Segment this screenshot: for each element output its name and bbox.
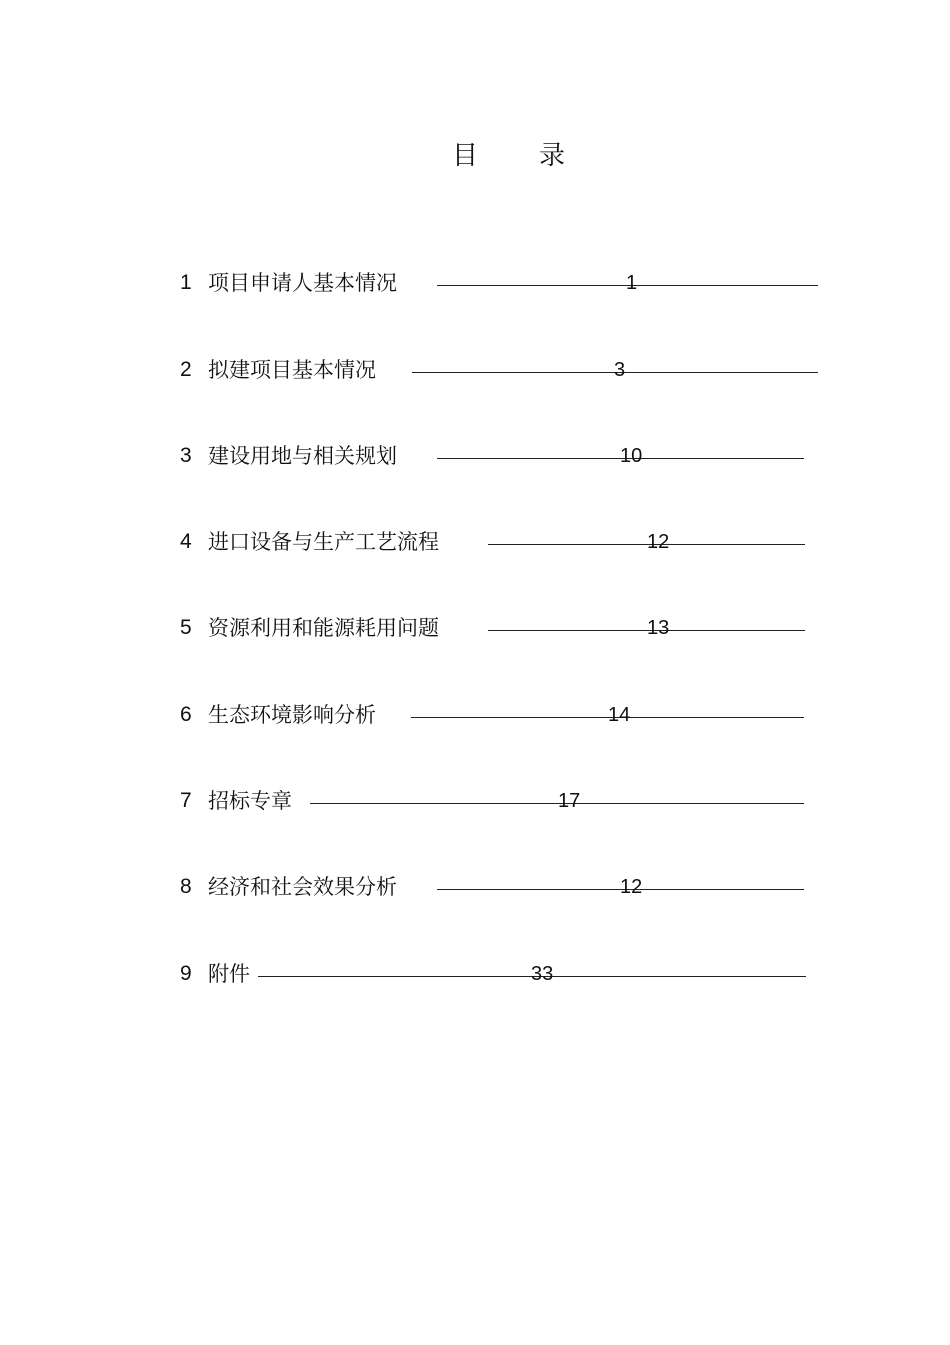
toc-entry-title: 进口设备与生产工艺流程 — [208, 530, 439, 554]
toc-entry-title: 经济和社会效果分析 — [208, 875, 397, 899]
toc-entry-number: 9 — [180, 962, 192, 985]
toc-title-char-1: 目 — [452, 141, 479, 171]
toc-entry-page: 10 — [620, 445, 643, 467]
toc-leader-line — [310, 803, 804, 804]
toc-entry-page: 12 — [620, 876, 643, 898]
toc-title — [0, 138, 950, 178]
toc-entry-page: 33 — [531, 963, 554, 985]
toc-entry-title: 建设用地与相关规划 — [208, 444, 397, 468]
toc-entry[interactable] — [180, 527, 820, 557]
toc-entry[interactable] — [180, 355, 820, 385]
toc-entry-title: 项目申请人基本情况 — [208, 271, 397, 295]
toc-entry-page: 3 — [614, 359, 626, 381]
toc-entry-page: 12 — [647, 531, 670, 553]
toc-entry[interactable] — [180, 268, 820, 298]
toc-title-char-2: 录 — [539, 141, 566, 171]
toc-entry-number: 1 — [180, 271, 192, 294]
toc-entry-page: 17 — [558, 790, 581, 812]
toc-entry[interactable] — [180, 613, 820, 643]
toc-entry-title: 资源利用和能源耗用问题 — [208, 616, 439, 640]
toc-entry-number: 4 — [180, 530, 192, 553]
toc-entry-title: 生态环境影响分析 — [208, 703, 376, 727]
toc-entry[interactable] — [180, 959, 820, 989]
toc-entry-number: 7 — [180, 789, 192, 812]
toc-entry-number: 6 — [180, 703, 192, 726]
toc-entry-title: 拟建项目基本情况 — [208, 358, 376, 382]
toc-entry[interactable] — [180, 700, 820, 730]
toc-entry-page: 1 — [626, 272, 638, 294]
toc-entry-page: 13 — [647, 617, 670, 639]
toc-entry-title: 附件 — [208, 962, 250, 986]
toc-entry-number: 2 — [180, 358, 192, 381]
toc-entry[interactable] — [180, 441, 820, 471]
toc-entry-number: 3 — [180, 444, 192, 467]
toc-entry[interactable] — [180, 872, 820, 902]
toc-entry-number: 8 — [180, 875, 192, 898]
toc-entry-page: 14 — [608, 704, 631, 726]
toc-entry-title: 招标专章 — [208, 789, 292, 813]
toc-entry[interactable] — [180, 786, 820, 816]
toc-entry-number: 5 — [180, 616, 192, 639]
